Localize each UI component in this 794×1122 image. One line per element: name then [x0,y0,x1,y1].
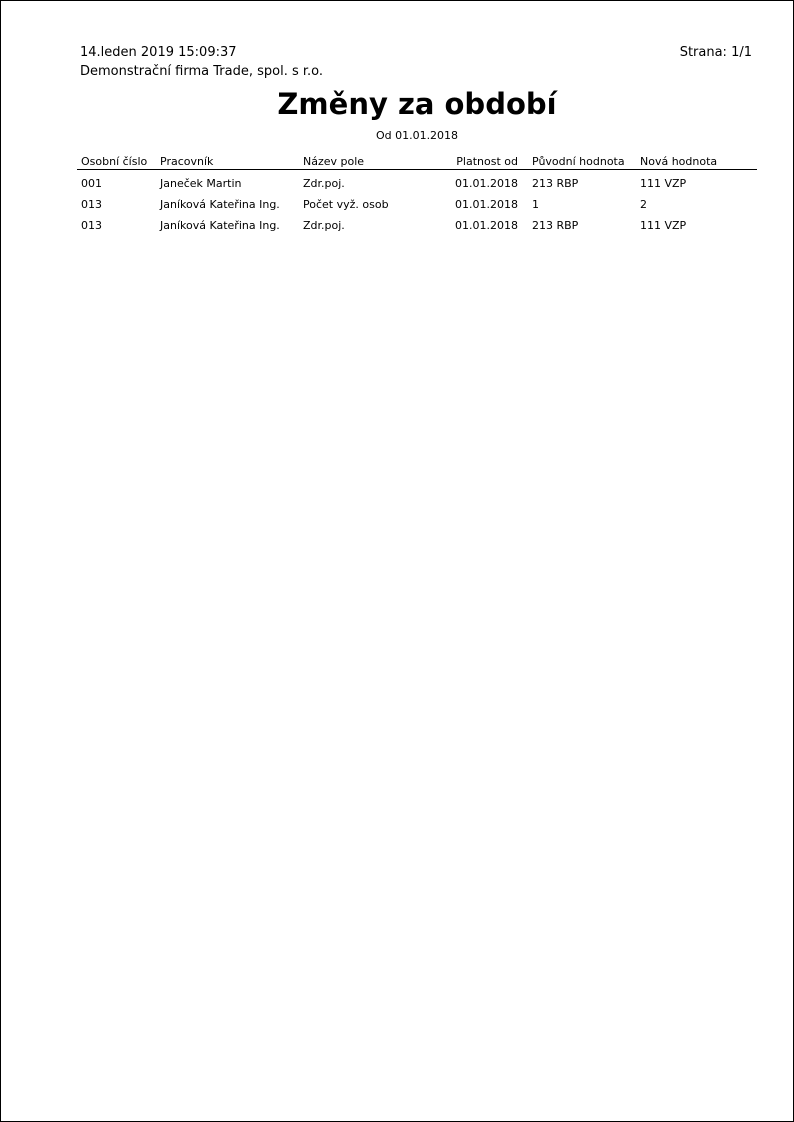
column-header-valid-from: Platnost od [456,155,518,168]
column-header-field-name: Název pole [303,155,365,168]
table-row [77,176,757,197]
column-header-new-value: Nová hodnota [640,155,718,168]
column-header-employee: Pracovník [160,155,214,168]
cell-personal-number: 013 [81,219,102,232]
cell-personal-number: 013 [81,198,102,211]
cell-field-name: Zdr.poj. [303,177,345,190]
table-header [77,154,757,170]
cell-personal-number: 001 [81,177,102,190]
cell-valid-from: 01.01.2018 [455,198,518,211]
table-row [77,197,757,218]
changes-table [77,154,757,239]
cell-employee: Janeček Martin [160,177,242,190]
cell-employee: Janíková Kateřina Ing. [160,198,280,211]
cell-employee: Janíková Kateřina Ing. [160,219,280,232]
report-period: Od 01.01.2018 [375,129,459,142]
cell-field-name: Zdr.poj. [303,219,345,232]
cell-new-value: 111 VZP [640,177,687,190]
cell-original-value: 213 RBP [532,177,579,190]
company-name: Demonstrační firma Trade, spol. s r.o. [80,64,324,79]
print-datetime: 14.leden 2019 15:09:37 [80,45,237,60]
cell-new-value: 2 [640,198,647,211]
cell-valid-from: 01.01.2018 [455,219,518,232]
cell-original-value: 213 RBP [532,219,579,232]
column-header-personal-number: Osobní číslo [81,155,148,168]
report-title: Změny za období [277,87,557,121]
column-header-original-value: Původní hodnota [532,155,625,168]
cell-valid-from: 01.01.2018 [455,177,518,190]
cell-field-name: Počet vyž. osob [303,198,389,211]
page-number: Strana: 1/1 [679,45,752,60]
cell-original-value: 1 [532,198,539,211]
table-body [77,170,757,239]
cell-new-value: 111 VZP [640,219,687,232]
table-row [77,218,757,239]
